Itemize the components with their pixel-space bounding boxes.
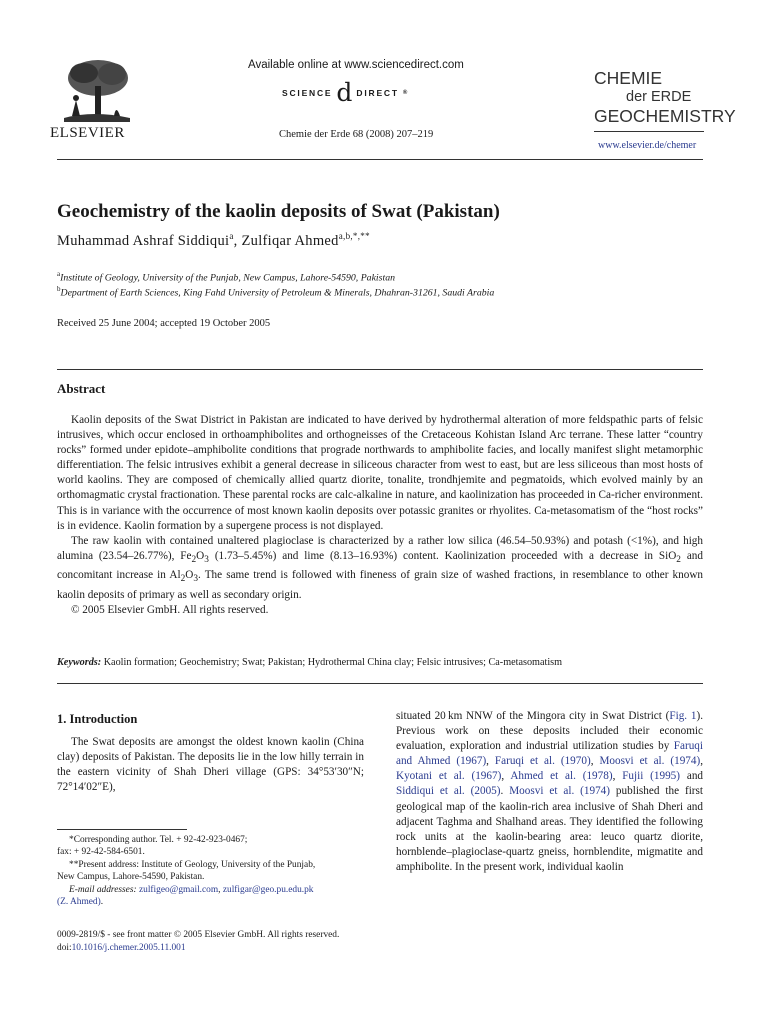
intro-paragraph-right: situated 20 km NNW of the Mingora city in Swat District (Fig. 1). Previous work on these deposits included their economic evaluation, exploration and industrial utilization studies by Faruqi and Ahmed (1967), Faruqi et al. (1970), Moosvi et al. (1974), Kyotani et al. (1967), Ahmed et al. (1978), Fujii (1995) and Siddiqui et al. (2005). Moosvi et al. (1974) published the first geological map of the kaolin-rich area inclusive of Shah Dheri and adjacent Taghma and Shalhand areas. They identified the following rock units at the kaolin-bearing area: leuco quartz diorite, hornblende–plagioclase-quartz gneiss, hornblendite, migmatite and amphibolite. In the present work, individual kaolin bbox=[396, 710, 704, 873]
doi-line: doi:10.1016/j.chemer.2005.11.001 bbox=[57, 942, 186, 953]
abstract-body bbox=[57, 413, 703, 618]
left-column bbox=[57, 712, 364, 795]
affiliation-b bbox=[57, 285, 494, 298]
journal-title-line3: GEOCHEMISTRY bbox=[594, 106, 736, 126]
sd-at-icon: d bbox=[336, 78, 353, 107]
sd-right-word: DIRECT bbox=[356, 87, 399, 98]
footnote-fax: fax: + 92-42-584-6501. bbox=[57, 847, 145, 858]
sciencedirect-logo bbox=[282, 80, 409, 105]
issn-line: 0009-2819/$ - see front matter © 2005 Elsevier GmbH. All rights reserved. bbox=[57, 930, 340, 940]
right-column bbox=[396, 709, 703, 875]
journal-title-rule bbox=[594, 131, 704, 132]
abstract-paragraph-2: The raw kaolin with contained unaltered plagioclase is characterized by a rather low silica (46.54–50.93%) and potash (<1%), and high alumina (23.54–26.77%), $Fe_2O_3$ (1.73–5.45%) and lime (8.13–16.93%) content. Kaolinization proceeded with a decrease in SiO$_2$ and concomitant increase in $Al_2O_3$. The same trend is followed with fineness of grain size of washed fractions, in resemblance to other known kaolin deposits of primary as well as secondary origin. bbox=[57, 534, 704, 601]
article-bottom-info bbox=[57, 929, 339, 954]
footnote-emails: E-mail addresses: zulfigeo@gmail.com, zulfigar@geo.pu.edu.pk bbox=[69, 884, 314, 895]
reference-link[interactable]: Faruqi and Ahmed (1967) bbox=[396, 740, 703, 768]
footnote-email-name: (Z. Ahmed). bbox=[57, 897, 104, 908]
journal-title-block bbox=[594, 69, 736, 126]
keywords-label: Keywords: bbox=[57, 657, 102, 668]
reference-link[interactable]: Siddiqui et al. (2005) bbox=[396, 785, 501, 798]
author-list bbox=[57, 231, 370, 250]
abstract-copyright: © 2005 Elsevier GmbH. All rights reserved. bbox=[71, 603, 269, 616]
abstract-bottom-rule bbox=[57, 683, 703, 684]
keywords-list: Kaolin formation; Geochemistry; Swat; Pakistan; Hydrothermal China clay; Felsic intrusives; Ca-metasomatism bbox=[101, 657, 563, 668]
footnote-rule bbox=[57, 829, 187, 830]
journal-citation: Chemie der Erde 68 (2008) 207–219 bbox=[279, 129, 434, 140]
author-name: Muhammad Ashraf Siddiqui bbox=[57, 232, 230, 249]
header-divider bbox=[57, 159, 703, 160]
elsevier-logo bbox=[50, 56, 142, 142]
affil-text: Institute of Geology, University of the Punjab, New Campus, Lahore-54590, Pakistan bbox=[60, 272, 395, 284]
reference-link[interactable]: Ahmed et al. (1978) bbox=[510, 770, 613, 783]
author-link[interactable]: (Z. Ahmed) bbox=[57, 897, 101, 908]
affil-mark: a bbox=[57, 270, 61, 278]
affil-text: Department of Earth Sciences, King Fahd University of Petroleum & Minerals, Dhahran-31261, Saudi Arabia bbox=[60, 287, 495, 299]
affiliation-a bbox=[57, 270, 395, 283]
intro-paragraph-left: The Swat deposits are amongst the oldest known kaolin (China clay) deposits of Pakistan. The deposits lie in the low hilly terrain in the eastern vicinity of Shah Dheri village (GPS: 34°53′30″N; 72°14′02″E), bbox=[57, 736, 364, 794]
journal-title-line1: CHEMIE bbox=[594, 68, 663, 88]
footnote-corresponding: *Corresponding author. Tel. + 92-42-923-0467; bbox=[69, 835, 248, 845]
journal-title-line2: der ERDE bbox=[626, 89, 692, 105]
affil-mark: b bbox=[57, 285, 61, 293]
article-title: Geochemistry of the kaolin deposits of Swat (Pakistan) bbox=[57, 201, 500, 222]
keywords bbox=[57, 657, 703, 668]
author-separator: , bbox=[233, 232, 242, 249]
available-online-text: Available online at www.sciencedirect.com bbox=[248, 59, 464, 71]
footnotes bbox=[57, 834, 367, 908]
received-dates: Received 25 June 2004; accepted 19 October 2005 bbox=[57, 318, 271, 329]
author-affil-mark: a,b,*,** bbox=[338, 231, 370, 241]
abstract-heading: Abstract bbox=[57, 381, 106, 396]
reference-link[interactable]: Kyotani et al. (1967) bbox=[396, 770, 502, 783]
email-link[interactable]: zulfigar@geo.pu.edu.pk bbox=[222, 884, 314, 895]
section-heading: 1. Introduction bbox=[57, 712, 138, 726]
footnote-present-address: **Present address: Institute of Geology, University of the Punjab, bbox=[69, 859, 316, 870]
abstract-paragraph-1: Kaolin deposits of the Swat District in Pakistan are indicated to have derived by hydrothermal alteration of more feldspathic parts of felsic intrusives, which occur enclosed in orthoamphibolites and orthogneisses of the Cretaceous Kohistan Island Arc terrane. These latter “country rocks” formed under epidote–amphibolite conditions that prograde northwards to amphibolite facies, and locally manifest slight metamorphic differentiation. The felsic intrusives exhibit a general decrease in siliceous character from west to east, but are less siliceous than most hosts of world kaolins. They are composed of chemically allied quartz diorite, tonalite, trondhjemite and pegmatoids, which evolved mainly by an orthomagmatic crystal fractionation. These parental rocks are calc-alkaline in nature, and kaolinization has proceeded in Ca-richer environment. This is in variance with the occurrence of most known kaolin deposits over potassic granites or rhyolites. Ca-metasomatism of the “host rocks” is in evidence. Kaolin formation by a supergene process is not displayed. bbox=[57, 414, 703, 532]
footnote-present-address-cont: New Campus, Lahore-54590, Pakistan. bbox=[57, 872, 205, 883]
journal-url-link[interactable]: www.elsevier.de/chemer bbox=[598, 140, 697, 151]
email-link[interactable]: zulfigeo@gmail.com bbox=[138, 884, 219, 895]
elsevier-tree-icon bbox=[54, 56, 136, 124]
doi-link[interactable]: 10.1016/j.chemer.2005.11.001 bbox=[71, 942, 186, 953]
reference-link[interactable]: Moosvi et al. (1974) bbox=[599, 755, 701, 768]
reference-link[interactable]: Fujii (1995) bbox=[622, 770, 681, 783]
author-affil-mark: a bbox=[229, 231, 234, 241]
sd-left-word: SCIENCE bbox=[282, 87, 333, 98]
publisher-name: ELSEVIER bbox=[50, 125, 125, 141]
author-name: Zulfiqar Ahmed bbox=[241, 232, 339, 249]
figure-link[interactable]: Fig. 1 bbox=[669, 710, 697, 722]
abstract-top-rule bbox=[57, 369, 703, 370]
reference-link[interactable]: Faruqi et al. (1970) bbox=[494, 755, 591, 768]
reference-link[interactable]: Moosvi et al. (1974) bbox=[509, 785, 610, 798]
sd-registered-mark: ® bbox=[402, 89, 410, 96]
